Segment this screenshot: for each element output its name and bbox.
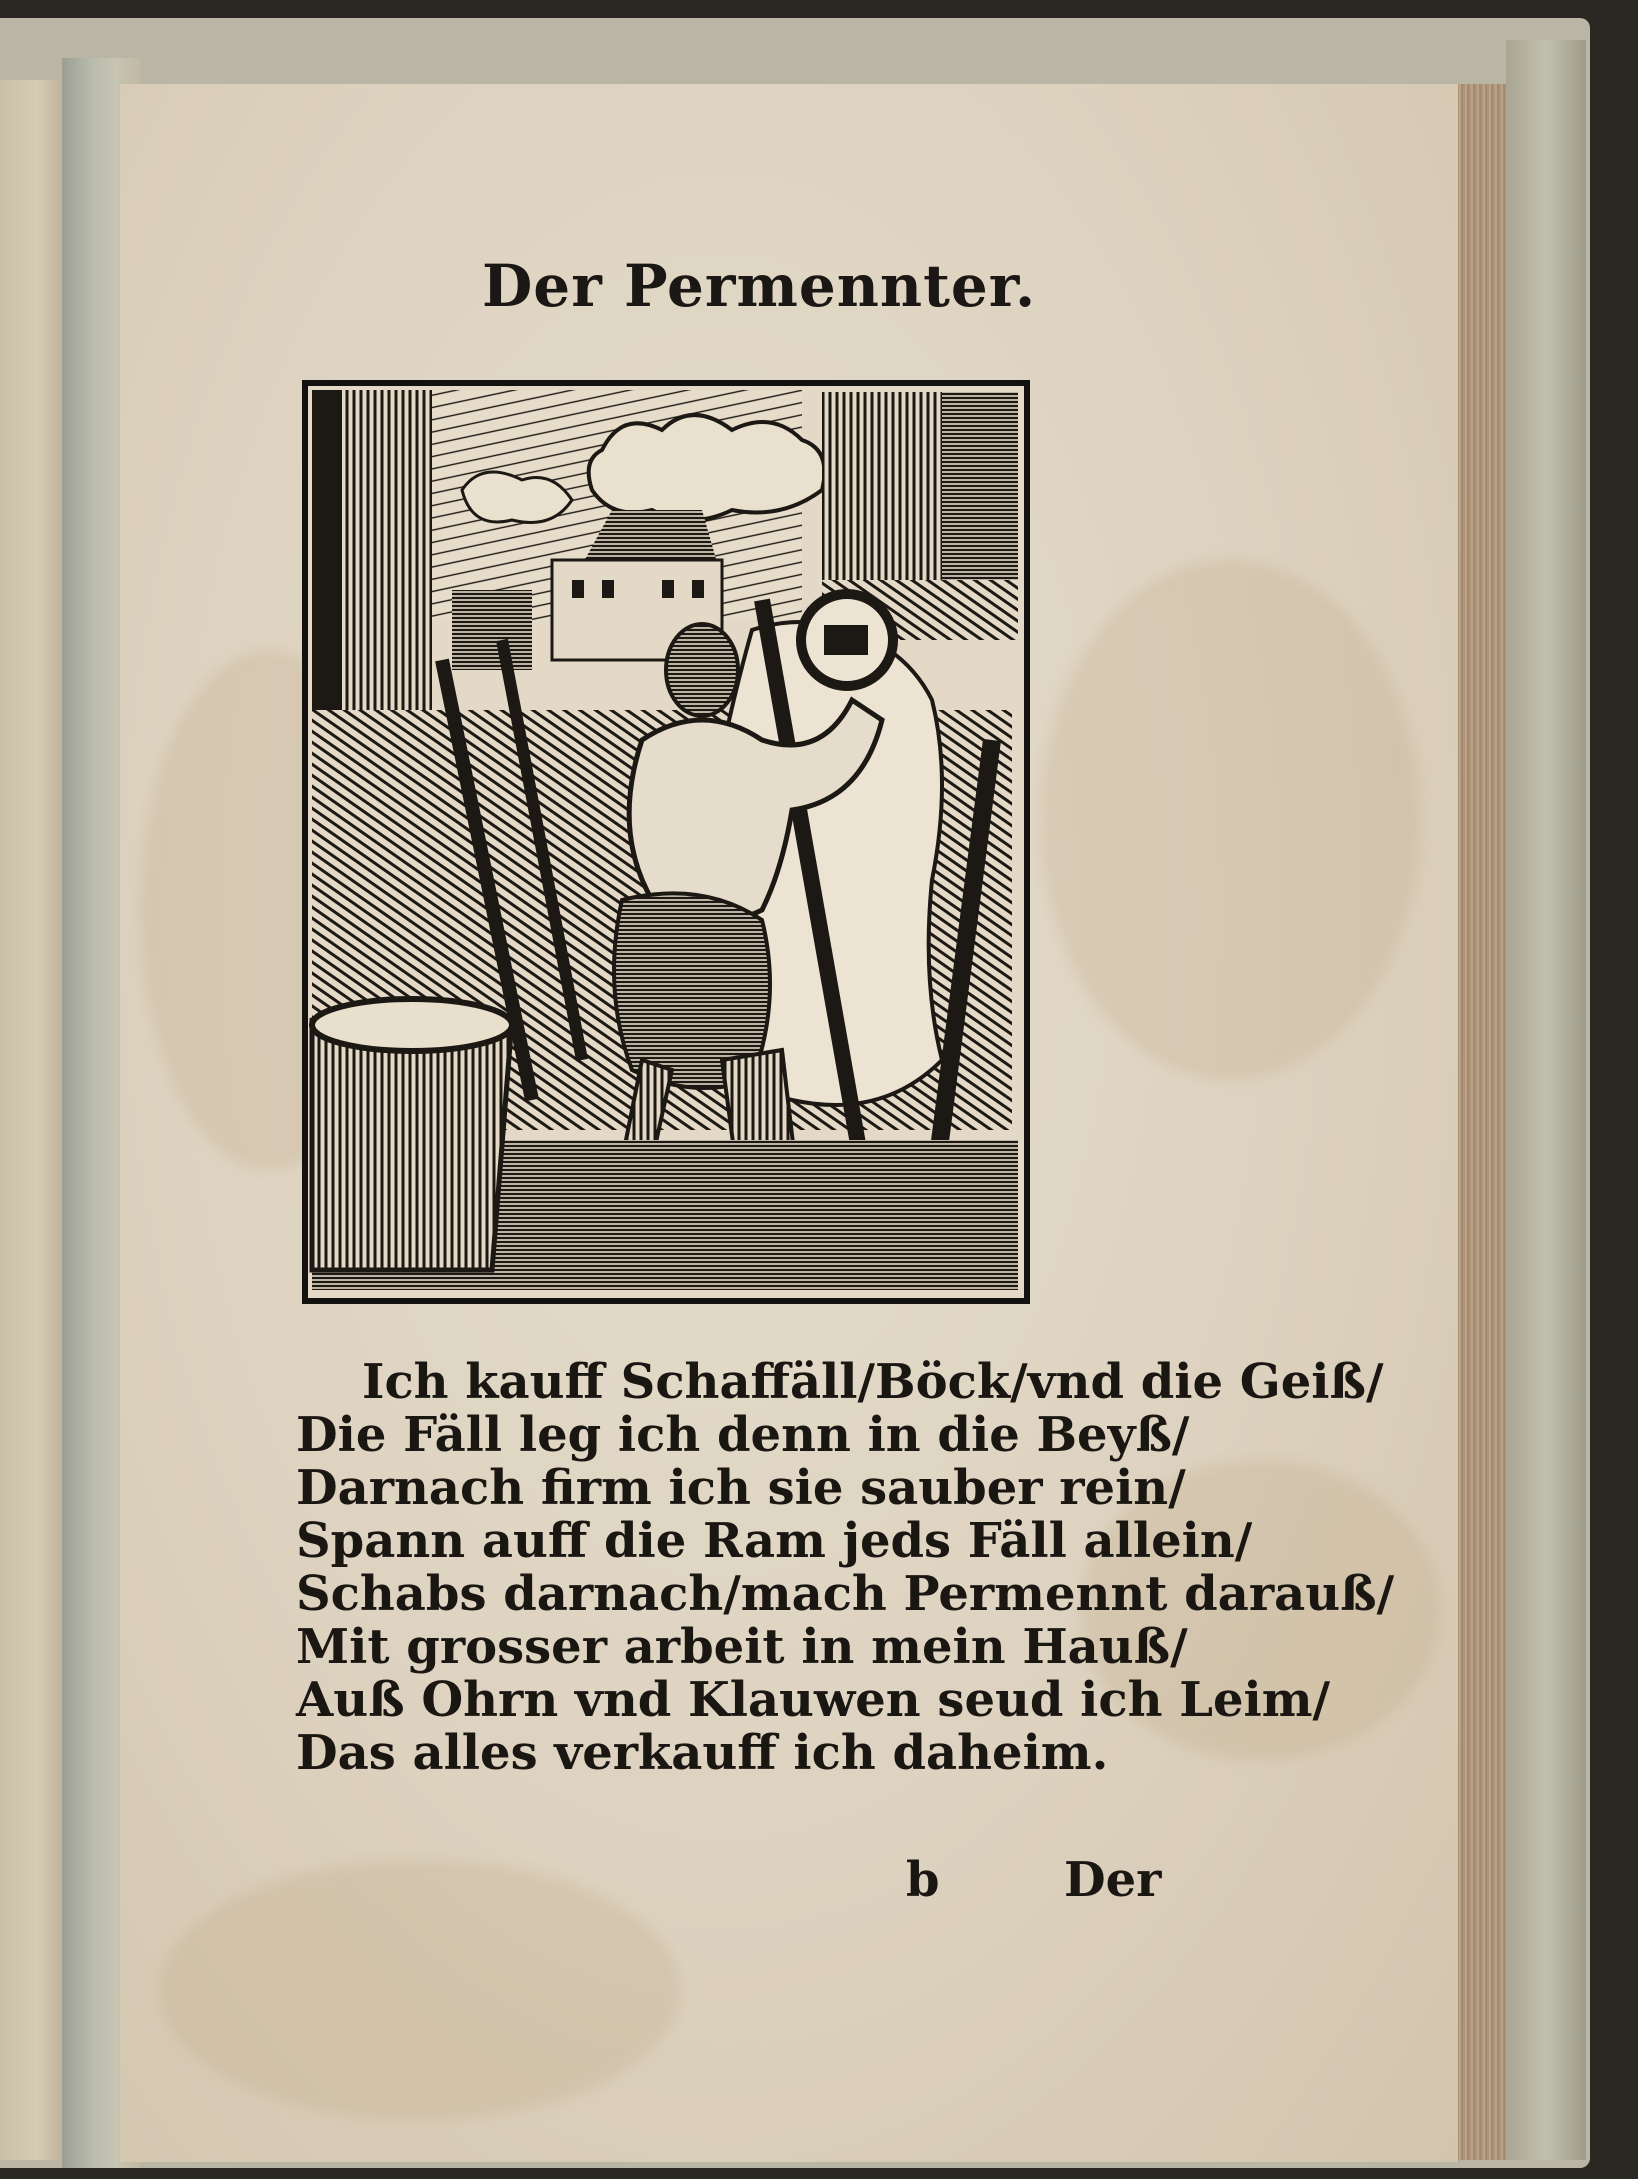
water-stain xyxy=(1040,560,1420,1080)
verse-line: Spann auff die Ram jeds Fäll allein/ xyxy=(296,1513,1253,1569)
verse-line: Darnach firm ich sie sauber rein/ xyxy=(296,1460,1186,1516)
book-board-right xyxy=(1506,40,1586,2160)
verse-block xyxy=(296,1356,1394,1780)
verse-line: Ich kauff Schaffäll/Böck/vnd die Geiß/ xyxy=(362,1354,1384,1410)
woodcut-illustration xyxy=(302,380,1030,1304)
catchword: Der xyxy=(1064,1852,1162,1908)
verse-line: Schabs darnach/mach Permennt darauß/ xyxy=(296,1566,1395,1622)
page-title: Der Permennter. xyxy=(482,252,1037,320)
left-page-edge xyxy=(0,80,62,2160)
water-stain xyxy=(160,1860,680,2120)
signature-mark: b xyxy=(906,1852,940,1908)
verse-line: Auß Ohrn vnd Klauwen seud ich Leim/ xyxy=(296,1672,1331,1728)
page-stack-edges xyxy=(1458,84,1506,2160)
verse-line: Das alles verkauff ich daheim. xyxy=(296,1725,1109,1781)
verse-line: Mit grosser arbeit in mein Hauß/ xyxy=(296,1619,1188,1675)
verse-line: Die Fäll leg ich denn in die Beyß/ xyxy=(296,1407,1190,1463)
